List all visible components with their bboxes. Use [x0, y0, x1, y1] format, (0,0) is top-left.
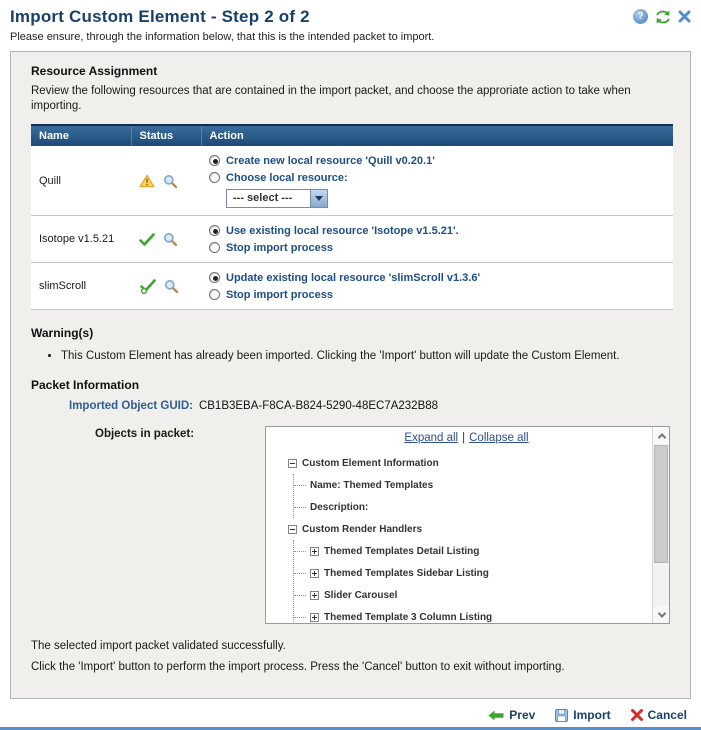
instructions-text: Click the 'Import' button to perform the import process. Press the 'Cancel' button to exit without importing.	[31, 661, 565, 673]
help-icon[interactable]: ?	[633, 9, 648, 24]
tree-node: Themed Templates Detail Listing	[294, 540, 645, 562]
dialog-header	[0, 0, 701, 43]
status-cell	[131, 216, 201, 263]
tree-collapse-icon[interactable]	[288, 459, 297, 468]
cancel-button[interactable]: Cancel	[631, 708, 687, 722]
table-row	[31, 146, 673, 216]
warnings-heading: Warning(s)	[31, 326, 94, 340]
scroll-up-icon[interactable]	[653, 427, 670, 444]
radio-button[interactable]	[209, 155, 220, 166]
dialog-subtitle: Please ensure, through the information below, that this is the intended packet to import.	[10, 31, 435, 43]
radio-choose-local-resource[interactable]: Choose local resource:	[209, 169, 665, 186]
local-resource-select[interactable]: --- select ---	[226, 189, 328, 208]
resource-name: Quill	[31, 146, 131, 216]
guid-label: Imported Object GUID:	[69, 400, 193, 412]
button-bar	[0, 699, 701, 725]
tree-children	[293, 540, 645, 624]
column-header-status: Status	[131, 125, 201, 146]
scrollbar-thumb[interactable]	[654, 445, 668, 563]
column-header-action: Action	[201, 125, 673, 146]
scroll-down-icon[interactable]	[653, 606, 670, 623]
imported-guid-row	[69, 400, 670, 412]
tree-expand-icon[interactable]	[310, 569, 319, 578]
expand-all-link[interactable]: Expand all	[404, 432, 459, 444]
tree-expand-icon[interactable]	[310, 547, 319, 556]
check-icon	[139, 233, 155, 246]
radio-create-new-resource[interactable]: Create new local resource 'Quill v0.20.1'	[209, 152, 665, 169]
import-disk-icon	[555, 709, 568, 722]
resource-name: slimScroll	[31, 263, 131, 310]
tree-expand-icon[interactable]	[310, 613, 319, 622]
collapse-all-link[interactable]: Collapse all	[469, 432, 529, 444]
tree-node: Custom Element Information	[288, 452, 645, 474]
column-header-name: Name	[31, 125, 131, 146]
action-cell	[201, 263, 673, 310]
action-cell	[201, 146, 673, 216]
tree-expand-icon[interactable]	[310, 591, 319, 600]
tree-node: Custom Render Handlers	[288, 518, 645, 540]
magnifier-icon[interactable]	[164, 279, 178, 293]
tree-node: Themed Template 3 Column Listing	[294, 606, 645, 624]
radio-button[interactable]	[209, 289, 220, 300]
warning-icon	[139, 174, 155, 188]
packet-information-heading: Packet Information	[31, 378, 140, 392]
magnifier-icon[interactable]	[163, 232, 177, 246]
guid-value: CB1B3EBA-F8CA-B824-5290-48EC7A232B88	[198, 400, 439, 412]
objects-tree	[288, 452, 645, 624]
objects-tree-panel	[265, 426, 670, 624]
close-icon[interactable]	[678, 10, 691, 23]
tree-children	[293, 474, 645, 518]
warning-item: • This Custom Element has already been imported. Clicking the 'Import' button will update the Custom Element.	[61, 349, 670, 364]
radio-update-existing-resource[interactable]: Update existing local resource 'slimScroll v1.3.6'	[209, 269, 665, 286]
tree-node: Name: Themed Templates	[294, 474, 645, 496]
import-button[interactable]: Import	[555, 708, 610, 722]
tree-controls: Expand all | Collapse all	[404, 432, 529, 444]
tree-scrollbar[interactable]	[652, 427, 669, 623]
table-header-row	[31, 125, 673, 146]
warnings-list	[61, 349, 670, 364]
action-cell	[201, 216, 673, 263]
check-update-icon	[139, 279, 156, 294]
tree-node: Slider Carousel	[294, 584, 645, 606]
radio-button[interactable]	[209, 242, 220, 253]
radio-button[interactable]	[209, 172, 220, 183]
resource-name: Isotope v1.5.21	[31, 216, 131, 263]
main-panel	[10, 51, 691, 699]
tree-node: Description:	[294, 496, 645, 518]
select-dropdown-arrow-icon[interactable]	[310, 190, 327, 207]
objects-label: Objects in packet:	[95, 428, 195, 440]
table-row	[31, 216, 673, 263]
radio-stop-import[interactable]: Stop import process	[209, 286, 665, 303]
status-cell	[131, 263, 201, 310]
tree-node: Themed Templates Sidebar Listing	[294, 562, 645, 584]
resource-assignment-heading: Resource Assignment	[31, 64, 158, 78]
page-title: Import Custom Element - Step 2 of 2	[10, 7, 310, 26]
tree-collapse-icon[interactable]	[288, 525, 297, 534]
magnifier-icon[interactable]	[163, 174, 177, 188]
resource-assignment-description: Review the following resources that are contained in the import packet, and choose the approriate action to take when importing.	[31, 85, 631, 112]
cancel-x-icon	[631, 709, 643, 721]
header-icons	[633, 9, 691, 24]
objects-in-packet-row	[95, 426, 670, 624]
prev-arrow-icon	[488, 710, 504, 721]
validation-status-text: The selected import packet validated successfully.	[31, 640, 286, 652]
radio-use-existing-resource[interactable]: Use existing local resource 'Isotope v1.5.21'.	[209, 222, 665, 239]
radio-button[interactable]	[209, 272, 220, 283]
resource-table	[31, 124, 673, 310]
radio-button[interactable]	[209, 225, 220, 236]
refresh-icon[interactable]	[655, 10, 671, 24]
radio-stop-import[interactable]: Stop import process	[209, 239, 665, 256]
prev-button[interactable]: Prev	[488, 708, 535, 722]
status-cell	[131, 146, 201, 216]
table-row	[31, 263, 673, 310]
